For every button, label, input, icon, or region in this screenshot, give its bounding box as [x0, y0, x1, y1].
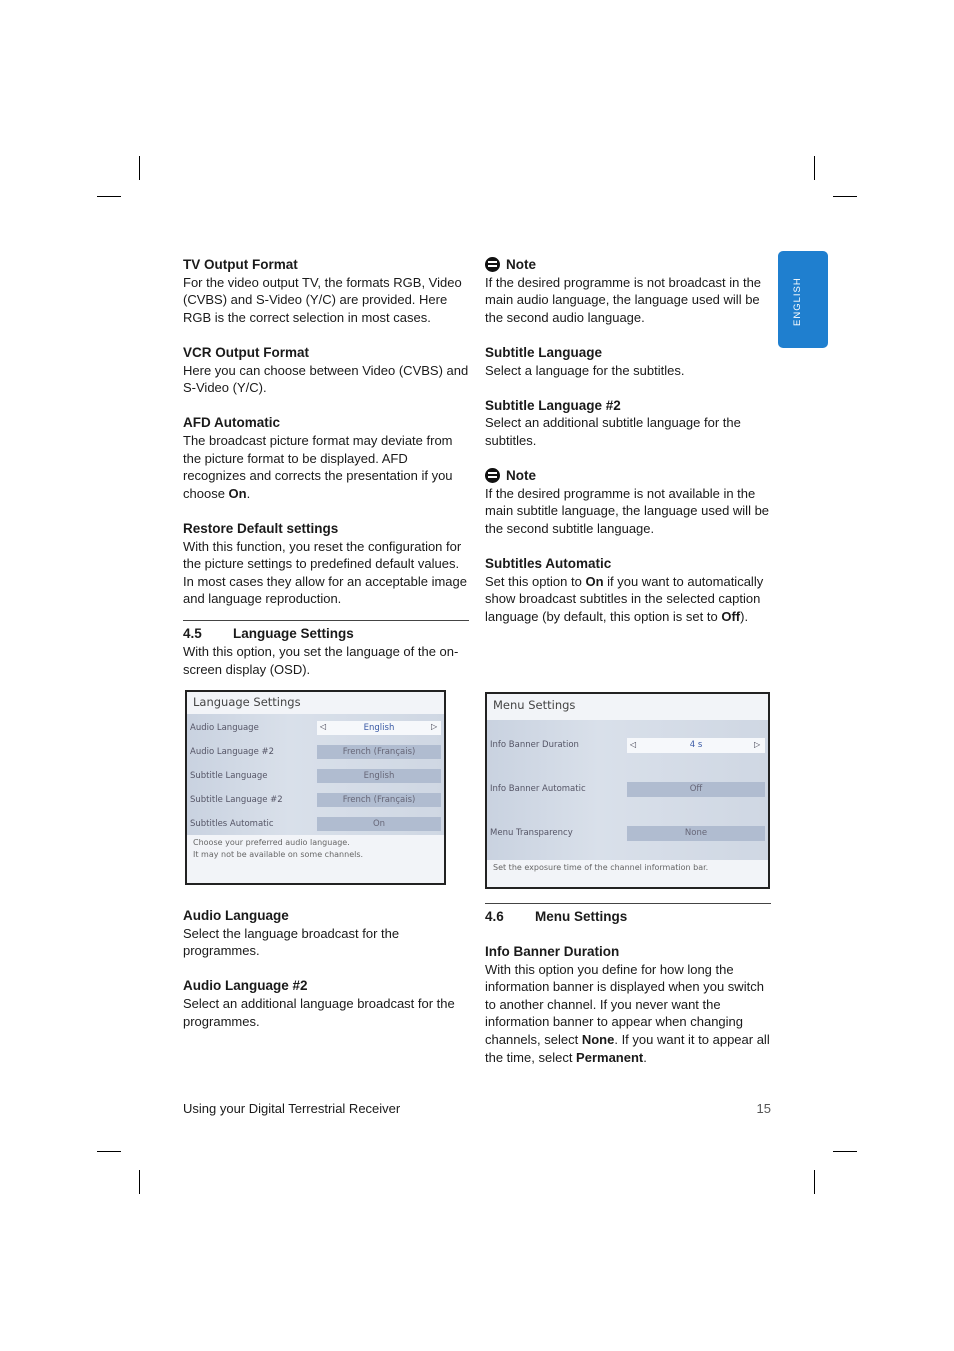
section-heading-4-5: 4.5 Language Settings — [183, 620, 469, 643]
left-bottom-column — [183, 907, 470, 1048]
crop-mark — [833, 1151, 857, 1152]
block-heading: Audio Language #2 — [183, 978, 308, 994]
section-heading-4-6: 4.6 Menu Settings — [485, 903, 771, 926]
osd-row: Audio Language English ◁ ▷ — [187, 720, 444, 736]
restore-default-block — [183, 520, 470, 608]
block-text: The broadcast picture format may deviate from the picture format to be displayed. AFD recognizes and corrects the presentation if you choose On. — [183, 432, 453, 501]
osd-row: Subtitle Language #2 French (Français) — [187, 792, 444, 808]
osd-help: Choose your preferred audio language. It may not be available on some channels. — [187, 835, 444, 883]
osd-row: Audio Language #2 French (Français) — [187, 744, 444, 760]
osd-rows — [187, 714, 444, 835]
block-heading: Subtitles Automatic — [485, 556, 612, 572]
right-column — [485, 256, 772, 643]
block-text: Here you can choose between Video (CVBS) and S-Video (Y/C). — [183, 362, 469, 396]
note-text: If the desired programme is not broadcast in the main audio language, the language used will be the second audio language. — [485, 274, 762, 325]
subtitle-language-block — [485, 344, 772, 379]
block-text: For the video output TV, the formats RGB, Video (CVBS) and S-Video (Y/C) are provided. Here RGB is the correct selection in most cases. — [183, 274, 462, 325]
crop-mark — [814, 156, 815, 180]
block-heading: VCR Output Format — [183, 344, 309, 360]
arrow-right-icon: ▷ — [754, 740, 761, 749]
block-heading: AFD Automatic — [183, 415, 280, 431]
block-text: Select an additional subtitle language for the subtitles. — [485, 415, 741, 448]
block-text: Select the language broadcast for the programmes. — [183, 925, 400, 959]
osd-row: Menu Transparency None — [487, 825, 768, 841]
afd-automatic-block — [183, 414, 470, 502]
block-text: With this option you define for how long the information banner is displayed when you switch to another channel. If you never want the information banner to appear when changing channels, select None. If you want it to appear all the time, select Permanent. — [485, 961, 770, 1065]
block-heading: Info Banner Duration — [485, 944, 620, 959]
osd-help: Set the exposure time of the channel information bar. — [487, 860, 768, 887]
crop-mark — [139, 156, 140, 180]
block-heading: Subtitle Language — [485, 344, 603, 360]
language-tab-label: ENGLISH — [792, 277, 803, 326]
tv-output-format-block — [183, 256, 470, 326]
block-text: Select a language for the subtitles. — [485, 362, 685, 378]
block-text: Set this option to On if you want to automatically show broadcast subtitles in the selected caption language (by default, this option is set to Off). — [485, 573, 764, 624]
crop-mark — [139, 1170, 140, 1194]
arrow-left-icon: ◁ — [630, 740, 637, 749]
crop-mark — [97, 1151, 121, 1152]
block-heading: Audio Language — [183, 908, 289, 923]
subtitle-language-2-block — [485, 397, 772, 450]
section-4-5-text: With this option, you set the language of the on-screen display (OSD). — [183, 644, 459, 677]
crop-mark — [833, 196, 857, 197]
osd-menu-settings — [485, 692, 770, 889]
vcr-output-format-block — [183, 344, 470, 397]
audio-language-block — [183, 907, 470, 960]
block-heading: TV Output Format — [183, 257, 298, 272]
arrow-right-icon: ▷ — [431, 722, 438, 731]
osd-title: Menu Settings — [487, 694, 768, 720]
note-block: Note If the desired programme is not available in the main subtitle language, the language used will be the second subtitle language. — [485, 467, 772, 537]
crop-mark — [814, 1170, 815, 1194]
subtitles-automatic-block — [485, 555, 772, 625]
block-heading: Subtitle Language #2 — [485, 397, 621, 413]
page-number: 15 — [756, 1101, 771, 1116]
osd-row: Info Banner Duration 4 s ◁ ▷ — [487, 737, 768, 753]
info-banner-duration-block — [485, 943, 772, 1084]
block-text: With this function, you reset the configuration for the picture settings to predefined default values. In most cases they allow for an acceptable image and language reproduction. — [183, 538, 467, 607]
audio-language-2-block — [183, 977, 470, 1030]
osd-row: Info Banner Automatic Off — [487, 781, 768, 797]
note-icon — [485, 257, 500, 272]
language-tab — [778, 251, 828, 348]
note-block: Note If the desired programme is not broadcast in the main audio language, the language used will be the second audio language. — [485, 256, 772, 326]
block-text: Select an additional language broadcast for the programmes. — [183, 995, 455, 1029]
note-icon — [485, 468, 500, 483]
osd-rows — [487, 720, 768, 860]
osd-row: Subtitle Language English — [187, 768, 444, 784]
footer-text: Using your Digital Terrestrial Receiver — [183, 1101, 401, 1116]
note-text: If the desired programme is not available in the main subtitle language, the language used will be the second subtitle language. — [485, 485, 770, 536]
arrow-left-icon: ◁ — [320, 722, 327, 731]
block-heading: Restore Default settings — [183, 520, 339, 536]
crop-mark — [97, 196, 121, 197]
osd-title: Language Settings — [187, 692, 444, 714]
osd-language-settings — [185, 690, 446, 885]
osd-row: Subtitles Automatic On — [187, 816, 444, 832]
left-column — [183, 256, 470, 625]
